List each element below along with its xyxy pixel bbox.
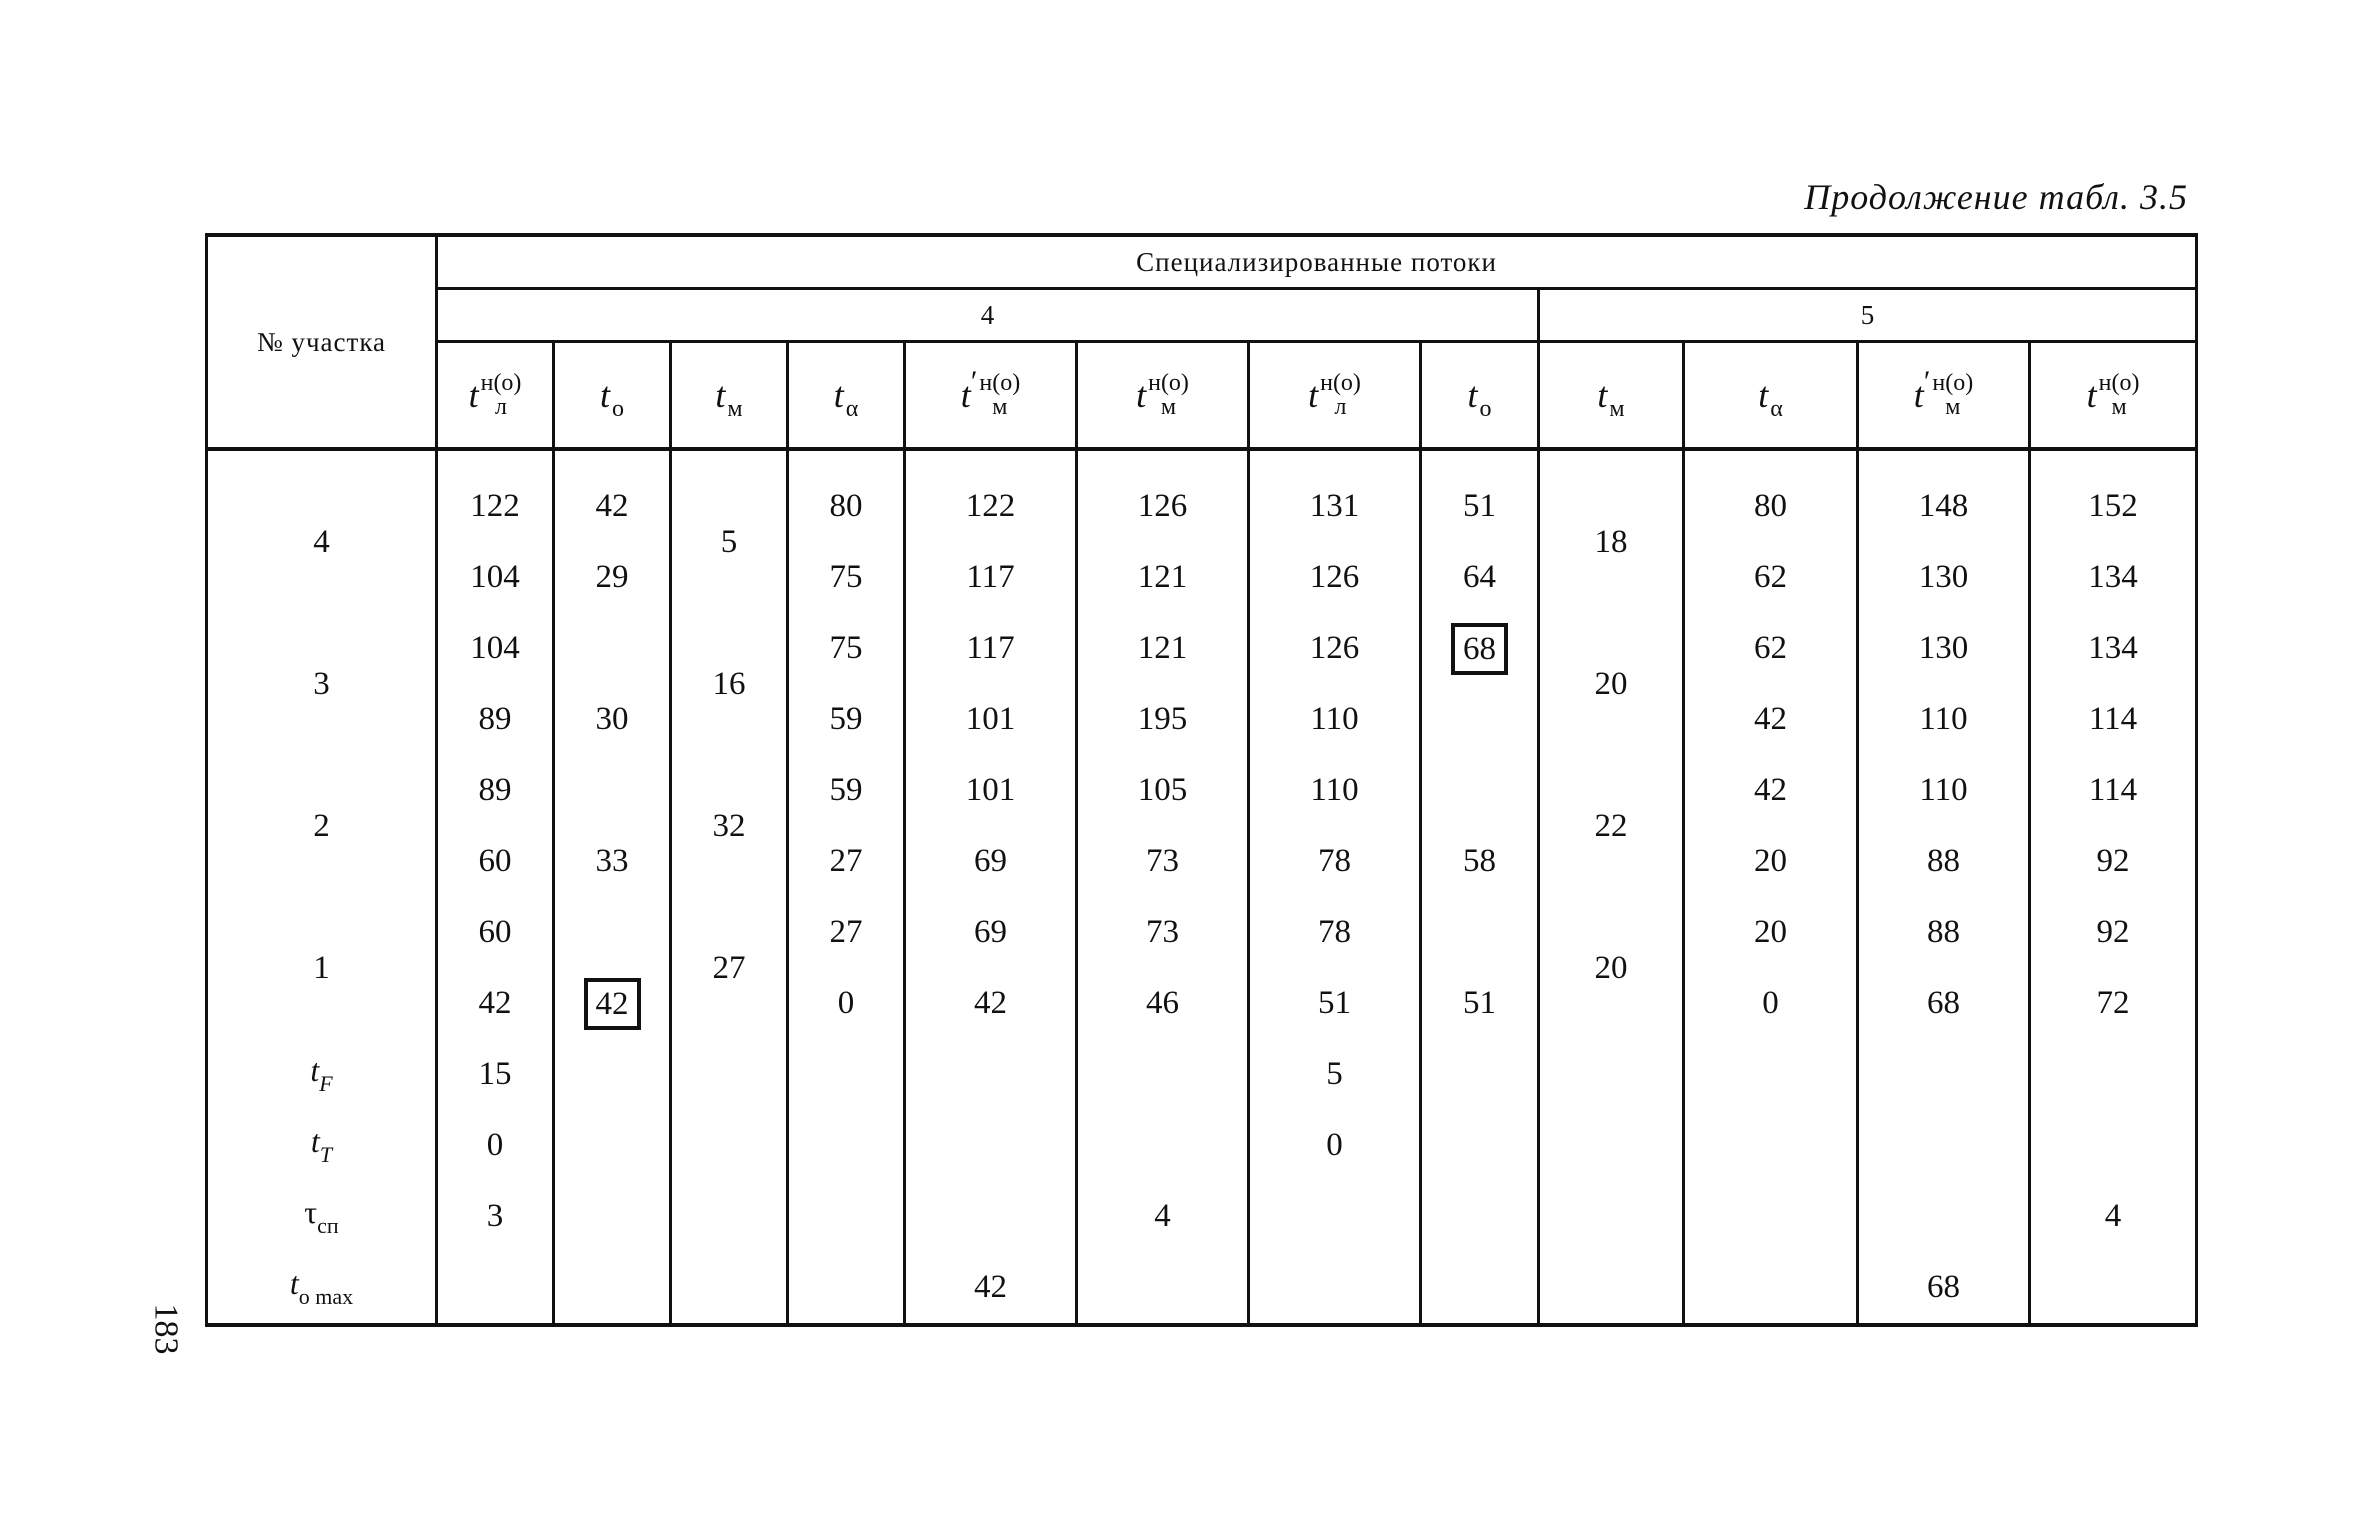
symbol-indices xyxy=(1770,369,1783,421)
table-cell xyxy=(905,1039,1077,1110)
table-row xyxy=(207,897,2197,968)
table-cell: 126 xyxy=(1077,449,1249,542)
table-cell: 62 xyxy=(1684,542,1858,613)
symbol-base: t xyxy=(1758,375,1769,415)
symbol-subscript: о xyxy=(612,396,624,422)
table-cell xyxy=(905,1110,1077,1181)
table-cell: 78 xyxy=(1249,897,1421,968)
table-cell: 0 xyxy=(1249,1110,1421,1181)
symbol-base: t xyxy=(310,1123,320,1159)
table-cell: 89 xyxy=(437,684,554,755)
symbol-base: t xyxy=(468,375,479,415)
table-cell: 51 xyxy=(1249,968,1421,1039)
tm-cell-group5: 20 xyxy=(1539,613,1684,755)
column-symbol xyxy=(1758,369,1783,421)
table-cell: 42 xyxy=(437,968,554,1039)
symbol-indices xyxy=(846,369,859,421)
column-symbol xyxy=(1308,371,1361,419)
table-cell xyxy=(1684,1181,1858,1252)
table-cell xyxy=(554,755,671,826)
column-symbol xyxy=(960,365,1021,420)
table-cell xyxy=(1421,1039,1539,1110)
table-cell: 114 xyxy=(2030,755,2197,826)
symbol-subscript: л xyxy=(1334,394,1347,420)
tm-cell-group5: 20 xyxy=(1539,897,1684,1039)
symbol-base: t xyxy=(715,375,726,415)
table-cell xyxy=(1421,1181,1539,1252)
table-cell xyxy=(671,1039,788,1110)
table-row xyxy=(207,542,2197,613)
section-number-cell: 3 xyxy=(207,613,437,755)
table-cell xyxy=(1539,1181,1684,1252)
table-cell xyxy=(554,1110,671,1181)
symbol-indices xyxy=(979,371,1020,419)
table-cell: 5 xyxy=(1249,1039,1421,1110)
table-cell: 0 xyxy=(1684,968,1858,1039)
table-cell: 195 xyxy=(1077,684,1249,755)
symbol-superscript: н(о) xyxy=(1932,370,1974,396)
symbol-subscript: F xyxy=(319,1071,333,1096)
table-cell: 42 xyxy=(1684,755,1858,826)
table-cell: 110 xyxy=(1858,755,2030,826)
column-header-7 xyxy=(1249,342,1421,450)
symbol-superscript: н(о) xyxy=(1320,370,1361,396)
table-cell xyxy=(554,897,671,968)
table-cell xyxy=(1421,613,1539,684)
table-cell: 3 xyxy=(437,1181,554,1252)
table-cell: 121 xyxy=(1077,613,1249,684)
table-cell: 59 xyxy=(788,684,905,755)
symbol-base: t xyxy=(310,1052,320,1088)
table-cell: 30 xyxy=(554,684,671,755)
table-row xyxy=(207,1252,2197,1325)
table-cell: 131 xyxy=(1249,449,1421,542)
table-cell xyxy=(1858,1181,2030,1252)
symbol-subscript: α xyxy=(1770,396,1783,422)
tm-cell-group5: 18 xyxy=(1539,449,1684,613)
table-cell xyxy=(2030,1039,2197,1110)
table-cell: 89 xyxy=(437,755,554,826)
tm-cell-group4: 27 xyxy=(671,897,788,1039)
table-cell: 51 xyxy=(1421,968,1539,1039)
symbol-indices xyxy=(1609,369,1624,421)
boxed-value: 68 xyxy=(1451,623,1508,675)
footer-row-label xyxy=(207,1181,437,1252)
table-cell: 110 xyxy=(1249,684,1421,755)
footer-row-label xyxy=(207,1110,437,1181)
symbol-superscript: н(о) xyxy=(979,370,1021,396)
symbol-prime: ′ xyxy=(1923,365,1931,398)
table-cell xyxy=(554,613,671,684)
table-cell: 73 xyxy=(1077,897,1249,968)
symbol-indices xyxy=(612,369,624,421)
column-symbol xyxy=(1467,369,1491,421)
table-cell: 122 xyxy=(437,449,554,542)
table-cell: 88 xyxy=(1858,826,2030,897)
table-cell: 46 xyxy=(1077,968,1249,1039)
boxed-value: 42 xyxy=(584,978,641,1030)
table-cell xyxy=(554,1252,671,1325)
table-cell xyxy=(1421,684,1539,755)
table-cell: 134 xyxy=(2030,613,2197,684)
table-cell xyxy=(1539,1252,1684,1325)
table-cell: 42 xyxy=(1684,684,1858,755)
table-cell: 130 xyxy=(1858,613,2030,684)
table-cell xyxy=(1858,1039,2030,1110)
table-cell: 42 xyxy=(905,1252,1077,1325)
table-cell: 92 xyxy=(2030,897,2197,968)
table-row xyxy=(207,1039,2197,1110)
table-cell: 130 xyxy=(1858,542,2030,613)
table-cell xyxy=(1077,1252,1249,1325)
table-cell: 15 xyxy=(437,1039,554,1110)
symbol-base: t xyxy=(960,375,971,415)
table-cell xyxy=(671,1110,788,1181)
table-cell: 114 xyxy=(2030,684,2197,755)
symbol-base: t xyxy=(599,375,610,415)
table-cell: 33 xyxy=(554,826,671,897)
section-number-cell: 1 xyxy=(207,897,437,1039)
group-header-specialized-flows: Специализированные потоки xyxy=(437,235,2197,289)
table-cell: 101 xyxy=(905,684,1077,755)
table-cell: 62 xyxy=(1684,613,1858,684)
symbol-indices xyxy=(1148,371,1189,419)
column-symbol xyxy=(834,369,859,421)
table-cell xyxy=(788,1181,905,1252)
table-cell xyxy=(437,1252,554,1325)
table-cell: 4 xyxy=(1077,1181,1249,1252)
symbol-superscript: н(о) xyxy=(480,370,522,396)
column-header-section-number: № участка xyxy=(207,235,437,449)
column-header-3 xyxy=(671,342,788,450)
table-row xyxy=(207,826,2197,897)
table-cell xyxy=(1421,1110,1539,1181)
table-cell: 73 xyxy=(1077,826,1249,897)
table-row xyxy=(207,613,2197,684)
table-cell: 68 xyxy=(1858,968,2030,1039)
table-cell: 58 xyxy=(1421,826,1539,897)
page-number: 183 xyxy=(147,1303,185,1355)
table-cell: 42 xyxy=(554,449,671,542)
column-symbol xyxy=(1136,371,1189,419)
table-cell xyxy=(1249,1181,1421,1252)
data-table xyxy=(205,233,2198,1327)
symbol-subscript: T xyxy=(319,1142,333,1167)
table-cell xyxy=(1421,897,1539,968)
table-cell: 0 xyxy=(437,1110,554,1181)
symbol-base: t xyxy=(1308,375,1319,415)
column-symbol xyxy=(469,371,522,419)
symbol-base: t xyxy=(289,1265,299,1301)
symbol-subscript: м xyxy=(1609,396,1625,422)
table-cell: 134 xyxy=(2030,542,2197,613)
table-row xyxy=(207,1110,2197,1181)
section-number-cell: 2 xyxy=(207,755,437,897)
symbol-subscript: о xyxy=(1479,396,1492,422)
table-cell: 104 xyxy=(437,542,554,613)
row-symbol xyxy=(310,1123,333,1167)
column-header-6 xyxy=(1077,342,1249,450)
table-cell: 27 xyxy=(788,826,905,897)
table-cell: 59 xyxy=(788,755,905,826)
symbol-superscript: н(о) xyxy=(2098,370,2140,396)
table-cell: 101 xyxy=(905,755,1077,826)
table-cell xyxy=(554,968,671,1039)
tm-cell-group4: 16 xyxy=(671,613,788,755)
symbol-indices xyxy=(727,369,742,421)
table-cell xyxy=(1684,1039,1858,1110)
symbol-base: t xyxy=(2086,375,2097,415)
symbol-base: τ xyxy=(304,1194,318,1230)
table-cell: 152 xyxy=(2030,449,2197,542)
tm-cell-group4: 5 xyxy=(671,449,788,613)
symbol-subscript: α xyxy=(845,396,859,422)
table-cell: 27 xyxy=(788,897,905,968)
table-cell xyxy=(1421,1252,1539,1325)
table-cell xyxy=(1421,755,1539,826)
table-cell: 104 xyxy=(437,613,554,684)
table-cell: 110 xyxy=(1249,755,1421,826)
table-cell: 72 xyxy=(2030,968,2197,1039)
table-cell: 42 xyxy=(905,968,1077,1039)
data-table-container xyxy=(205,233,2195,1327)
subgroup-header-4: 4 xyxy=(437,289,1539,342)
row-symbol xyxy=(289,1265,354,1309)
column-symbol xyxy=(1913,365,1974,420)
footer-row-label xyxy=(207,1039,437,1110)
table-cell: 148 xyxy=(1858,449,2030,542)
table-row xyxy=(207,755,2197,826)
table-cell: 69 xyxy=(905,826,1077,897)
table-cell: 68 xyxy=(1858,1252,2030,1325)
column-header-11 xyxy=(1858,342,2030,450)
table-cell: 117 xyxy=(905,613,1077,684)
table-cell: 88 xyxy=(1858,897,2030,968)
table-cell: 64 xyxy=(1421,542,1539,613)
symbol-indices xyxy=(1480,369,1492,421)
table-cell: 126 xyxy=(1249,613,1421,684)
table-cell: 20 xyxy=(1684,897,1858,968)
table-cell: 0 xyxy=(788,968,905,1039)
table-cell xyxy=(905,1181,1077,1252)
table-cell xyxy=(554,1181,671,1252)
section-number-cell: 4 xyxy=(207,449,437,613)
table-cell xyxy=(554,1039,671,1110)
column-header-12 xyxy=(2030,342,2197,450)
table-cell: 60 xyxy=(437,826,554,897)
column-header-1 xyxy=(437,342,554,450)
table-cell: 121 xyxy=(1077,542,1249,613)
symbol-base: t xyxy=(1467,375,1478,415)
table-cell: 51 xyxy=(1421,449,1539,542)
symbol-subscript: м xyxy=(1160,394,1177,420)
table-cell xyxy=(1249,1252,1421,1325)
symbol-indices xyxy=(1932,371,1973,419)
column-header-10 xyxy=(1684,342,1858,450)
table-cell: 4 xyxy=(2030,1181,2197,1252)
column-header-2 xyxy=(554,342,671,450)
table-cell xyxy=(788,1110,905,1181)
table-cell: 122 xyxy=(905,449,1077,542)
column-symbol xyxy=(600,369,624,421)
table-cell xyxy=(671,1252,788,1325)
table-cell: 80 xyxy=(788,449,905,542)
table-cell xyxy=(1077,1110,1249,1181)
table-cell: 20 xyxy=(1684,826,1858,897)
table-cell xyxy=(1858,1110,2030,1181)
column-header-9 xyxy=(1539,342,1684,450)
table-row xyxy=(207,684,2197,755)
table-row xyxy=(207,449,2197,542)
table-cell xyxy=(2030,1252,2197,1325)
symbol-prime: ′ xyxy=(970,365,978,398)
table-cell xyxy=(788,1039,905,1110)
table-cell: 78 xyxy=(1249,826,1421,897)
symbol-subscript: сп xyxy=(317,1213,339,1238)
column-symbol xyxy=(1597,369,1624,421)
symbol-base: t xyxy=(1136,375,1147,415)
table-cell: 117 xyxy=(905,542,1077,613)
column-symbol xyxy=(2087,371,2140,419)
table-cell: 29 xyxy=(554,542,671,613)
table-cell xyxy=(788,1252,905,1325)
symbol-base: t xyxy=(1597,375,1608,415)
table-row xyxy=(207,968,2197,1039)
symbol-subscript: м xyxy=(2111,394,2127,420)
subgroup-header-5: 5 xyxy=(1539,289,2197,342)
table-cell: 75 xyxy=(788,542,905,613)
column-symbol xyxy=(715,369,742,421)
table-cell xyxy=(1539,1039,1684,1110)
symbol-subscript: о max xyxy=(298,1284,354,1309)
symbol-superscript: н(о) xyxy=(1148,370,1189,396)
table-cell: 105 xyxy=(1077,755,1249,826)
row-symbol xyxy=(304,1194,339,1238)
table-cell: 75 xyxy=(788,613,905,684)
column-header-4 xyxy=(788,342,905,450)
footer-row-label xyxy=(207,1252,437,1325)
table-cell: 92 xyxy=(2030,826,2197,897)
table-cell: 126 xyxy=(1249,542,1421,613)
table-cell: 60 xyxy=(437,897,554,968)
table-cell xyxy=(1684,1252,1858,1325)
table-cell xyxy=(1684,1110,1858,1181)
symbol-indices xyxy=(2099,371,2140,419)
table-cell xyxy=(2030,1110,2197,1181)
symbol-base: t xyxy=(833,375,844,415)
table-cell xyxy=(671,1181,788,1252)
tm-cell-group4: 32 xyxy=(671,755,788,897)
table-cell xyxy=(1539,1110,1684,1181)
symbol-subscript: м xyxy=(992,394,1008,420)
symbol-indices xyxy=(1320,371,1361,419)
tm-cell-group5: 22 xyxy=(1539,755,1684,897)
table-cell: 69 xyxy=(905,897,1077,968)
table-cell xyxy=(1077,1039,1249,1110)
column-header-5 xyxy=(905,342,1077,450)
symbol-base: t xyxy=(1913,375,1924,415)
table-cell: 80 xyxy=(1684,449,1858,542)
symbol-subscript: л xyxy=(495,394,507,420)
table-row xyxy=(207,1181,2197,1252)
symbol-indices xyxy=(481,371,522,419)
symbol-subscript: м xyxy=(1945,394,1961,420)
column-header-8 xyxy=(1421,342,1539,450)
row-symbol xyxy=(310,1052,333,1096)
symbol-subscript: м xyxy=(727,396,743,422)
table-caption: Продолжение табл. 3.5 xyxy=(1804,177,2188,217)
table-cell: 110 xyxy=(1858,684,2030,755)
